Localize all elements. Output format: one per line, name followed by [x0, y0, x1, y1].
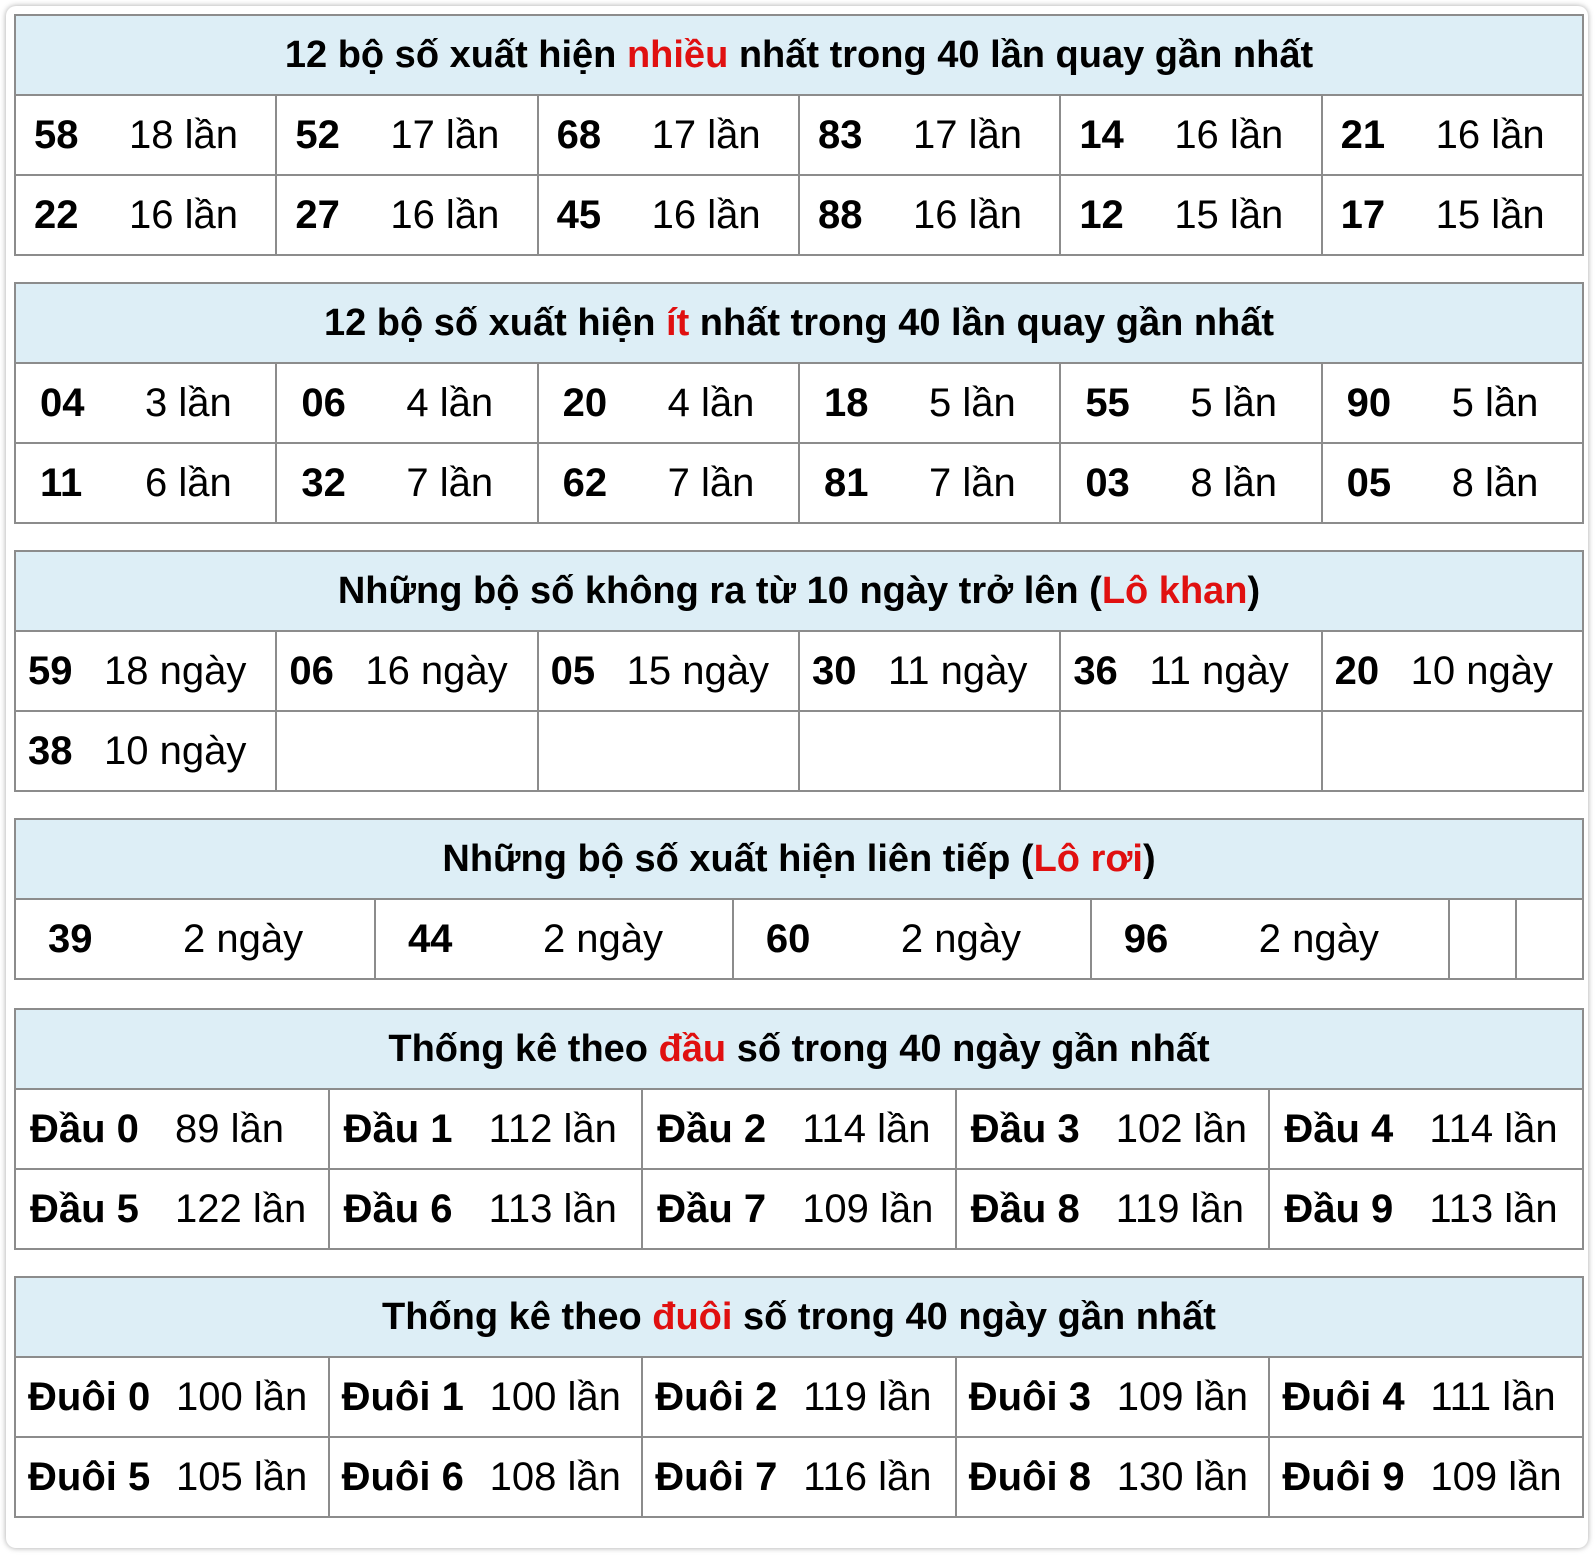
label: Đầu 3	[970, 1106, 1080, 1151]
number: 05	[550, 648, 596, 693]
duoi-section	[14, 1276, 1584, 1518]
empty-cell	[1449, 899, 1516, 979]
label: Đầu 9	[1284, 1186, 1394, 1231]
count: 113 lần	[1429, 1186, 1558, 1231]
stat-cell	[538, 443, 799, 523]
stat-cell	[538, 95, 799, 175]
stat-cell	[1269, 1169, 1583, 1249]
stat-cell	[642, 1437, 956, 1517]
count: 8 lần	[1190, 460, 1278, 505]
number: 90	[1346, 380, 1392, 425]
number: 06	[301, 380, 346, 425]
stat-cell	[276, 631, 537, 711]
label: Đầu 1	[343, 1106, 453, 1151]
stat-cell	[538, 363, 799, 443]
most-frequent-section	[14, 14, 1584, 256]
number: 14	[1079, 112, 1124, 157]
number: 44	[407, 916, 453, 961]
label: Đuôi 0	[28, 1374, 151, 1419]
stat-cell	[956, 1169, 1270, 1249]
label: Đầu 4	[1284, 1106, 1394, 1151]
number: 55	[1085, 380, 1130, 425]
lo-khan-section	[14, 550, 1584, 792]
label: Đầu 0	[30, 1106, 139, 1151]
count: 119 lần	[1115, 1186, 1245, 1231]
count: 108 lần	[489, 1454, 621, 1499]
count: 119 lần	[803, 1374, 932, 1419]
stat-cell	[642, 1169, 956, 1249]
stat-cell	[799, 443, 1060, 523]
count: 100 lần	[489, 1374, 621, 1419]
label: Đuôi 2	[655, 1374, 778, 1419]
stat-cell	[1322, 631, 1583, 711]
stat-cell	[1269, 1089, 1583, 1169]
lo-roi-title: Những bộ số xuất hiện liên tiếp (Lô rơi)	[15, 819, 1583, 899]
count: 16 lần	[390, 192, 500, 237]
lo-roi-section	[14, 818, 1584, 980]
number: 27	[295, 192, 340, 237]
count: 8 lần	[1451, 460, 1539, 505]
stat-cell	[1091, 899, 1449, 979]
count: 111 lần	[1430, 1374, 1556, 1419]
number: 06	[289, 648, 334, 693]
count: 2 ngày	[900, 916, 1021, 961]
label: Đuôi 9	[1282, 1454, 1405, 1499]
number: 12	[1079, 192, 1124, 237]
label: Đuôi 5	[28, 1454, 151, 1499]
stat-cell	[733, 899, 1091, 979]
count: 100 lần	[176, 1374, 308, 1419]
least-frequent-section	[14, 282, 1584, 524]
count: 2 ngày	[542, 916, 664, 961]
number: 21	[1340, 112, 1386, 157]
number: 58	[34, 112, 79, 157]
count: 10 ngày	[1410, 648, 1553, 693]
number: 68	[556, 112, 602, 157]
count: 89 lần	[175, 1106, 284, 1151]
stat-cell	[1322, 363, 1583, 443]
stat-cell	[329, 1089, 643, 1169]
stat-cell	[329, 1437, 643, 1517]
count: 5 lần	[1451, 380, 1539, 425]
count: 17 lần	[912, 112, 1022, 157]
stat-cell	[15, 1089, 329, 1169]
number: 11	[40, 460, 83, 505]
count: 2 ngày	[183, 916, 304, 961]
count: 105 lần	[176, 1454, 308, 1499]
stat-cell	[642, 1357, 956, 1437]
number: 59	[28, 648, 73, 693]
stat-cell	[15, 711, 276, 791]
count: 16 lần	[1435, 112, 1545, 157]
lo-roi-table	[14, 818, 1584, 980]
count: 16 lần	[1174, 112, 1284, 157]
label: Đầu 7	[657, 1186, 767, 1231]
least-frequent-title: 12 bộ số xuất hiện ít nhất trong 40 lần quay gần nhất	[15, 283, 1583, 363]
lo-khan-table	[14, 550, 1584, 792]
count: 17 lần	[651, 112, 761, 157]
empty-cell	[1322, 711, 1583, 791]
count: 116 lần	[803, 1454, 932, 1499]
count: 109 lần	[1116, 1374, 1249, 1419]
count: 11 ngày	[887, 648, 1028, 693]
count: 109 lần	[1430, 1454, 1562, 1499]
count: 6 lần	[145, 460, 232, 505]
count: 109 lần	[802, 1186, 934, 1231]
duoi-table	[14, 1276, 1584, 1518]
stat-cell	[538, 631, 799, 711]
label: Đầu 8	[970, 1186, 1080, 1231]
count: 3 lần	[145, 380, 232, 425]
number: 83	[817, 112, 863, 157]
dau-section	[14, 1008, 1584, 1250]
count: 4 lần	[667, 380, 755, 425]
stat-cell	[276, 443, 537, 523]
label: Đuôi 4	[1282, 1374, 1405, 1419]
count: 15 lần	[1435, 192, 1545, 237]
stat-cell	[799, 95, 1060, 175]
stat-cell	[15, 443, 276, 523]
stat-cell	[276, 363, 537, 443]
count: 130 lần	[1116, 1454, 1249, 1499]
stat-cell	[15, 631, 276, 711]
label: Đầu 2	[657, 1106, 767, 1151]
stat-cell	[1060, 175, 1321, 255]
stat-cell	[956, 1089, 1270, 1169]
count: 4 lần	[406, 380, 494, 425]
number: 81	[823, 460, 869, 505]
stat-cell	[15, 95, 276, 175]
stat-cell	[1060, 631, 1321, 711]
count: 10 ngày	[104, 728, 247, 773]
number: 22	[34, 192, 79, 237]
count: 7 lần	[928, 460, 1016, 505]
least-frequent-table	[14, 282, 1584, 524]
number: 17	[1340, 192, 1386, 237]
number: 20	[562, 380, 608, 425]
lo-khan-title: Những bộ số không ra từ 10 ngày trở lên (Lô khan)	[15, 551, 1583, 631]
number: 62	[562, 460, 608, 505]
stat-cell	[375, 899, 733, 979]
stat-cell	[1269, 1357, 1583, 1437]
stat-cell	[538, 175, 799, 255]
duoi-title: Thống kê theo đuôi số trong 40 ngày gần nhất	[15, 1277, 1583, 1357]
stat-cell	[15, 1437, 329, 1517]
count: 5 lần	[928, 380, 1016, 425]
stat-cell	[956, 1437, 1270, 1517]
empty-cell	[276, 711, 537, 791]
count: 113 lần	[488, 1186, 617, 1231]
stat-cell	[15, 1357, 329, 1437]
most-frequent-table	[14, 14, 1584, 256]
count: 112 lần	[488, 1106, 617, 1151]
stat-cell	[1322, 95, 1583, 175]
count: 16 lần	[912, 192, 1022, 237]
stat-cell	[642, 1089, 956, 1169]
count: 122 lần	[175, 1186, 307, 1231]
number: 32	[301, 460, 346, 505]
stat-cell	[276, 175, 537, 255]
stat-cell	[276, 95, 537, 175]
count: 102 lần	[1115, 1106, 1248, 1151]
number: 60	[765, 916, 811, 961]
stat-cell	[1060, 443, 1321, 523]
label: Đuôi 8	[968, 1454, 1092, 1499]
number: 05	[1346, 460, 1392, 505]
number: 96	[1123, 916, 1169, 961]
count: 7 lần	[667, 460, 755, 505]
label: Đầu 5	[30, 1186, 139, 1231]
count: 15 ngày	[626, 648, 769, 693]
label: Đuôi 3	[968, 1374, 1092, 1419]
number: 45	[556, 192, 602, 237]
count: 16 lần	[129, 192, 238, 237]
count: 17 lần	[390, 112, 500, 157]
stat-cell	[15, 363, 276, 443]
stat-cell	[1060, 95, 1321, 175]
stat-cell	[1269, 1437, 1583, 1517]
number: 18	[823, 380, 869, 425]
dau-table	[14, 1008, 1584, 1250]
stat-cell	[15, 175, 276, 255]
number: 39	[48, 916, 93, 961]
empty-cell	[538, 711, 799, 791]
label: Đầu 6	[343, 1186, 453, 1231]
stat-cell	[15, 1169, 329, 1249]
number: 30	[811, 648, 857, 693]
stat-cell	[1322, 175, 1583, 255]
number: 38	[28, 728, 73, 773]
stat-cell	[329, 1357, 643, 1437]
empty-cell	[799, 711, 1060, 791]
empty-cell	[1060, 711, 1321, 791]
stat-cell	[799, 175, 1060, 255]
stat-cell	[15, 899, 375, 979]
count: 18 lần	[129, 112, 238, 157]
number: 04	[40, 380, 85, 425]
count: 16 lần	[651, 192, 761, 237]
count: 114 lần	[802, 1106, 931, 1151]
stat-cell	[956, 1357, 1270, 1437]
number: 03	[1085, 460, 1130, 505]
most-frequent-title: 12 bộ số xuất hiện nhiều nhất trong 40 lần quay gần nhất	[15, 15, 1583, 95]
number: 88	[817, 192, 863, 237]
empty-cell	[1516, 899, 1583, 979]
label: Đuôi 7	[655, 1454, 778, 1499]
stat-cell	[329, 1169, 643, 1249]
stat-cell	[1322, 443, 1583, 523]
number: 20	[1334, 648, 1380, 693]
count: 7 lần	[406, 460, 494, 505]
count: 18 ngày	[104, 648, 247, 693]
count: 2 ngày	[1258, 916, 1379, 961]
number: 36	[1073, 648, 1118, 693]
number: 52	[295, 112, 340, 157]
label: Đuôi 6	[341, 1454, 464, 1499]
count: 114 lần	[1429, 1106, 1558, 1151]
stat-cell	[799, 631, 1060, 711]
count: 16 ngày	[365, 648, 508, 693]
count: 5 lần	[1190, 380, 1278, 425]
dau-title: Thống kê theo đầu số trong 40 ngày gần nhất	[15, 1009, 1583, 1089]
stat-cell	[1060, 363, 1321, 443]
label: Đuôi 1	[341, 1374, 464, 1419]
count: 15 lần	[1174, 192, 1284, 237]
count: 11 ngày	[1149, 648, 1289, 693]
stat-cell	[799, 363, 1060, 443]
